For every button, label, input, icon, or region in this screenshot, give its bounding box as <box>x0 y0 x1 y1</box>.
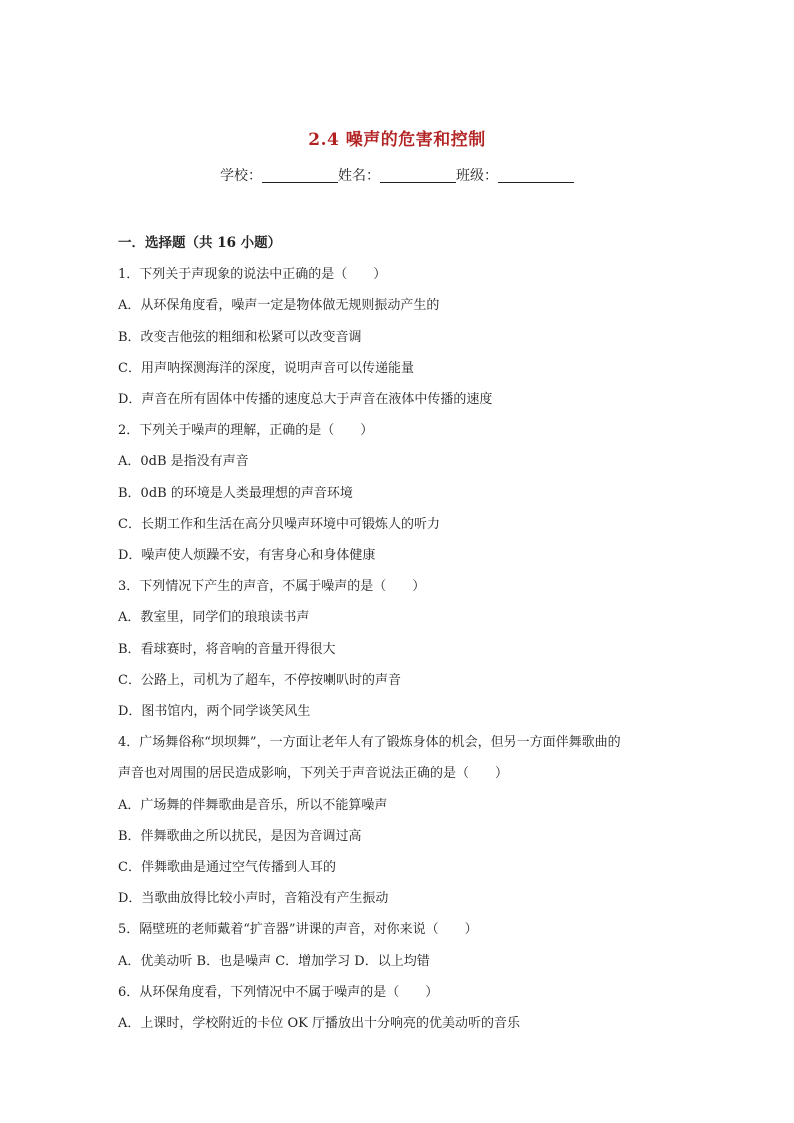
text-line: C．公路上，司机为了超车，不停按喇叭时的声音 <box>118 672 401 688</box>
text-line: 6．从环保角度看，下列情况中不属于噪声的是（ ） <box>118 984 439 1000</box>
question-content <box>118 228 688 1039</box>
text-line: A．教室里，同学们的琅琅读书声 <box>118 610 310 626</box>
name-blank <box>380 168 456 183</box>
text-line: C．伴舞歌曲是通过空气传播到人耳的 <box>118 860 336 876</box>
text-line: A．0dB 是指没有声音 <box>118 454 249 470</box>
school-label: 学校： <box>220 168 262 184</box>
text-line: A．广场舞的伴舞歌曲是音乐，所以不能算噪声 <box>118 797 388 813</box>
text-line: 2．下列关于噪声的理解，正确的是（ ） <box>118 423 374 439</box>
text-line: C．长期工作和生活在高分贝噪声环境中可锻炼人的听力 <box>118 516 440 532</box>
text-line: C．用声呐探测海洋的深度，说明声音可以传递能量 <box>118 360 414 376</box>
name-label: 姓名： <box>338 168 380 184</box>
text-line: B．0dB 的环境是人类最理想的声音环境 <box>118 485 353 501</box>
text-line: A．上课时，学校附近的卡位 OK 厅播放出十分响亮的优美动听的音乐 <box>118 1016 521 1032</box>
text-line: D．噪声使人烦躁不安，有害身心和身体健康 <box>118 548 376 564</box>
text-line: 1．下列关于声现象的说法中正确的是（ ） <box>118 267 387 283</box>
page-title: 2.4 噪声的危害和控制 <box>308 130 486 150</box>
text-line: D．当歌曲放得比较小声时，音箱没有产生振动 <box>118 891 389 907</box>
class-blank <box>498 168 574 183</box>
class-label: 班级： <box>456 168 498 184</box>
student-info-row <box>0 165 794 185</box>
text-line: D．图书馆内，两个同学谈笑风生 <box>118 704 311 720</box>
text-line: 5．隔壁班的老师戴着“扩音器”讲课的声音，对你来说（ ） <box>118 922 478 938</box>
school-blank <box>262 168 338 183</box>
text-line: 声音也对周围的居民造成影响，下列关于声音说法正确的是（ ） <box>118 766 509 782</box>
text-line: A．从环保角度看，噪声一定是物体做无规则振动产生的 <box>118 298 440 314</box>
text-line: B．看球赛时，将音响的音量开得很大 <box>118 641 336 657</box>
section-heading: 一．选择题（共 16 小题） <box>118 235 282 251</box>
text-line: 3．下列情况下产生的声音，不属于噪声的是（ ） <box>118 579 426 595</box>
text-line: B．改变吉他弦的粗细和松紧可以改变音调 <box>118 329 362 345</box>
text-line: 4．广场舞俗称“坝坝舞”，一方面让老年人有了锻炼身体的机会，但另一方面伴舞歌曲的 <box>118 735 621 751</box>
text-line: B．伴舞歌曲之所以扰民，是因为音调过高 <box>118 828 362 844</box>
text-line: A．优美动听 B．也是噪声 C．增加学习 D．以上均错 <box>118 953 430 969</box>
text-line: D．声音在所有固体中传播的速度总大于声音在液体中传播的速度 <box>118 392 493 408</box>
